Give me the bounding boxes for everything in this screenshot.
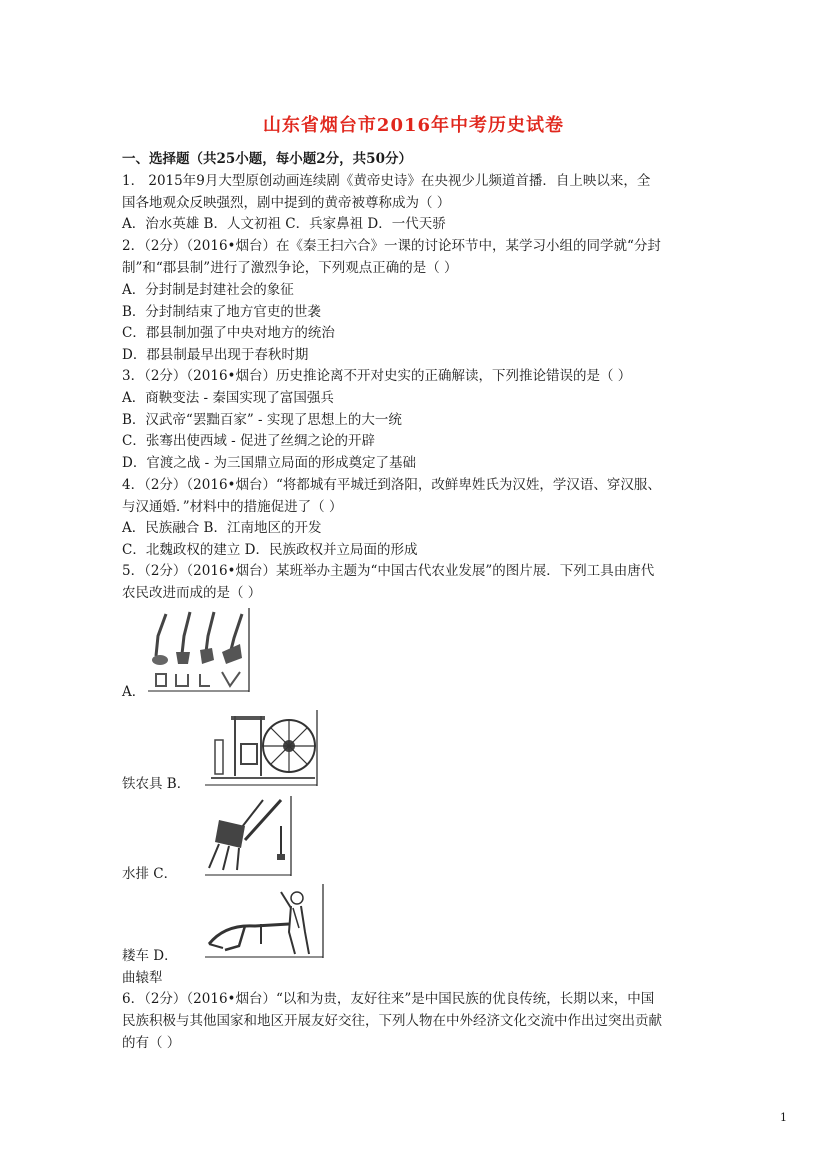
q5-option-d-caption: 曲辕犁: [122, 970, 163, 986]
q2-line2: 制”和“郡县制”进行了激烈争论，下列观点正确的是（ ）: [122, 260, 458, 276]
q5-option-c-row: 水排 C．: [122, 866, 178, 882]
q4-line2: 与汉通婚．”材料中的措施促进了（ ）: [122, 499, 343, 515]
q6-line2: 民族积极与其他国家和地区开展友好交往，下列人物在中外经济文化交流中作出过突出贡献: [122, 1013, 662, 1029]
seed-drill-image: [205, 796, 293, 876]
q5-option-a-label: A．: [122, 684, 146, 700]
page-number: 1: [780, 1111, 787, 1124]
q6-line1: 6．（2分）（2016•烟台）“以和为贵，友好往来”是中国民族的优良传统，长期以来，中国: [122, 991, 655, 1007]
q1-options: A．治水英雄 B．人文初祖 C．兵家鼻祖 D．一代天骄: [122, 216, 446, 232]
q2-line1: 2．（2分）（2016•烟台）在《秦王扫六合》一课的讨论环节中，某学习小组的同学就“分封: [122, 238, 661, 254]
q5-line2: 农民改进而成的是（ ）: [122, 585, 262, 601]
q3-option-c: C．张骞出使西域 - 促进了丝绸之论的开辟: [122, 433, 375, 449]
q3-option-b: B．汉武帝“罢黜百家” - 实现了思想上的大一统: [122, 412, 402, 428]
q5-option-d-row: 耧车 D．: [122, 948, 178, 964]
q4-line1: 4．（2分）（2016•烟台）“将都城有平城迁到洛阳，改鲜卑姓氏为汉姓，学汉语、穿汉服、: [122, 477, 661, 493]
iron-tools-image: [148, 608, 252, 692]
q2-option-c: C．郡县制加强了中央对地方的统治: [122, 325, 335, 341]
q3-option-d: D．官渡之战 - 为三国鼎立局面的形成奠定了基础: [122, 455, 416, 471]
q5-line1: 5．（2分）（2016•烟台）某班举办主题为“中国古代农业发展”的图片展．下列工具由唐代: [122, 563, 655, 579]
q5-option-b-row: 铁农具 B．: [122, 776, 191, 792]
q6-line3: 的有（ ）: [122, 1035, 181, 1051]
q4-options-ab: A．民族融合 B．江南地区的开发: [122, 520, 322, 536]
q3-line1: 3．（2分）（2016•烟台）历史推论离不开对史实的正确解读，下列推论错误的是（ ）: [122, 368, 632, 384]
q3-option-a: A．商鞅变法 - 秦国实现了富国强兵: [122, 390, 334, 406]
curved-plow-image: [205, 884, 325, 958]
water-bellows-image: [205, 710, 319, 786]
q2-option-b: B．分封制结束了地方官吏的世袭: [122, 304, 321, 320]
q2-option-a: A．分封制是封建社会的象征: [122, 282, 294, 298]
page-title: 山东省烟台市2016年中考历史试卷: [262, 115, 565, 136]
q1-line2: 国各地观众反映强烈，剧中提到的黄帝被尊称成为（ ）: [122, 195, 451, 211]
q2-option-d: D．郡县制最早出现于春秋时期: [122, 347, 309, 363]
q4-options-cd: C．北魏政权的建立 D．民族政权并立局面的形成: [122, 542, 418, 558]
section-heading: 一、选择题（共25小题，每小题2分，共50分）: [122, 151, 412, 167]
q1-line1: 1． 2015年9月大型原创动画连续剧《黄帝史诗》在央视少儿频道首播．自上映以来，全: [122, 173, 651, 189]
